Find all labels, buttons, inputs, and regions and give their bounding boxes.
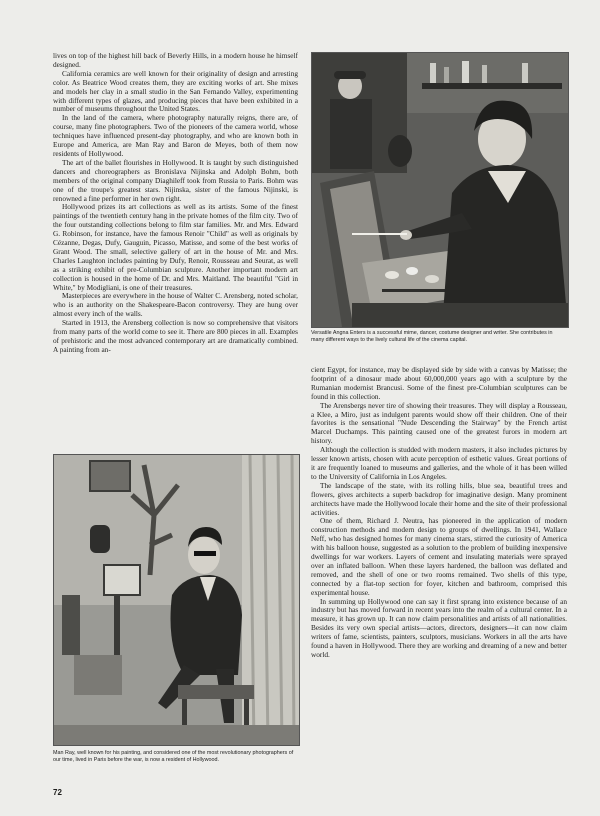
- paragraph: In summing up Hollywood one can say it first sprang into existence because of an industry but has moved forward in recent years into the realm of a cultural center. In a measure, it has grown up. It can now claim personalities and artists of all nationalities. Besides its very own special artists—actors, directors, designers—it can now claim writers of fame, scientists, painters, sculptors, musicians. Workers in all the arts have found a haven in Hollywood. There they are working and dreaming of a new and better world.: [311, 596, 567, 659]
- paragraph: The art of the ballet flourishes in Hollywood. It is taught by such distinguished dancers and choreographers as Bronislava Nijinska and Adolph Bohm, both members of the original company Diaghileff took from Russia to Paris. Bohm was one of the troupe's greatest stars. Nijinska, sister of the famous Nijinski, is renowned a fine performer in her own right.: [53, 157, 298, 203]
- paragraph: cient Egypt, for instance, may be displayed side by side with a canvas by Matisse; the footprint of a dinosaur made about 60,000,000 years ago with a sculpture by the Rumanian modernist Brancusi. Some of the finest pre-Columbian sculptures can be found in this collection.: [311, 366, 567, 401]
- paragraph: The Arensbergs never tire of showing their treasures. They will display a Rousseau, a Klee, a Miro, just as indulgent parents would show off their children. One of their favorites is the sensational "Nude Descending the Stairway" by the French artist Marcel Duchamps. This painting caused one of the greatest furors in modern art history.: [311, 400, 567, 446]
- photo-angna-enters: [311, 52, 569, 328]
- paragraph: Started in 1913, the Arensberg collection is now so comprehensive that visitors from many parts of the world come to see it. There are 800 pieces in all. Examples of prehistoric and the most advanced contemporary art are dramatically combined. A painting from an-: [53, 318, 298, 354]
- right-text-column: [311, 366, 567, 784]
- paragraph: In the land of the camera, where photography naturally reigns, there are, of course, many fine photographers. Two of the pioneers of the camera world, whose techniques have influenced present-day photography, and who are known both in Europe and America, are Man Ray and Baron de Meyes, both of them now residents of Hollywood.: [53, 113, 298, 158]
- paragraph: The landscape of the state, with its rolling hills, blue sea, beautiful trees and flowers, gives architects a superb backdrop for imaginative design. Many prominent architects have made the Hollywood locale their home and the site of their professional activities.: [311, 480, 567, 517]
- caption-man-ray: Man Ray, well known for his painting, and considered one of the most revolutionary photographers of our time, lived in Paris before the war, is now a resident of Hollywood.: [53, 750, 294, 763]
- paragraph: lives on top of the highest hill back of Beverly Hills, in a modern house he himself designed.: [53, 52, 298, 69]
- paragraph: Hollywood prizes its art collections as well as its artists. Some of the finest paintings of the twentieth century hang in the private homes of the film city. Two of the four outstanding collections belong to film star families. Mr. and Mrs. Edward G. Robinson, for instance, have the famous Renoir "Child" as well as originals by Cézanne, Degas, Dufy, Gauguin, Picasso, Matisse, and some of the best works of Grant Wood. The small, selective gallery of art in the house of Mr. and Mrs. Charles Laughton includes painting by Dufy, Renoir, Rousseau and Seurat, as well as a striking exhibit of pre-Columbian sculpture. Another important modern art collection is housed in the home of Dr. and Mrs. Maitland. The beautiful "Girl in White," by Modigliani, is one of their treasures.: [53, 202, 298, 292]
- page-number: 72: [53, 788, 62, 797]
- paragraph: Masterpieces are everywhere in the house of Walter C. Arensberg, noted scholar, who is an authority on the Shakespeare-Bacon controversy. They are hung over almost every inch of the walls.: [53, 291, 298, 319]
- photo-angna-enters-illustration: [312, 53, 568, 327]
- paragraph: California ceramics are well known for their originality of design and arresting color. As Beatrice Wood creates them, they are exciting works of art. She mixes and models her clay in a small studio in the San Fernando Valley, experimenting with different types of glazes, and producing pieces that have been exhibited in a number of museums throughout the United States.: [53, 68, 298, 114]
- caption-angna-enters: Versatile Angna Enters is a successful mime, dancer, costume designer and writer. She contributes in many different ways to the lively cultural life of the cinema capital.: [311, 330, 553, 343]
- photo-man-ray-illustration: [54, 455, 299, 745]
- photo-man-ray: [53, 454, 300, 746]
- paragraph: One of them, Richard J. Neutra, has pioneered in the application of modern construction methods and modern design to groups of dwellings. In 1941, Wallace Neff, who has designed homes for many cinema stars, stirred the curiosity of America with his balloon house, suggested as a solution to the problem of building inexpensive dwellings for war workers. Layers of cement and insulating materials were sprayed over an inflated balloon. When these layers hardened, the balloon was deflated and removed, and the shell of one or two rooms remained. Two shells of this type, connected by a flat-top section for foyer, kitchen and bathroom, comprised this experimental house.: [311, 516, 567, 597]
- left-text-column: [53, 52, 298, 447]
- paragraph: Although the collection is studded with modern masters, it also includes pictures by lesser known artists, chosen with acute perception of esthetic values. Great portions of it are frequently loaned to museums and galleries, and the whole of it has been willed to the University of California in Los Angeles.: [311, 445, 567, 481]
